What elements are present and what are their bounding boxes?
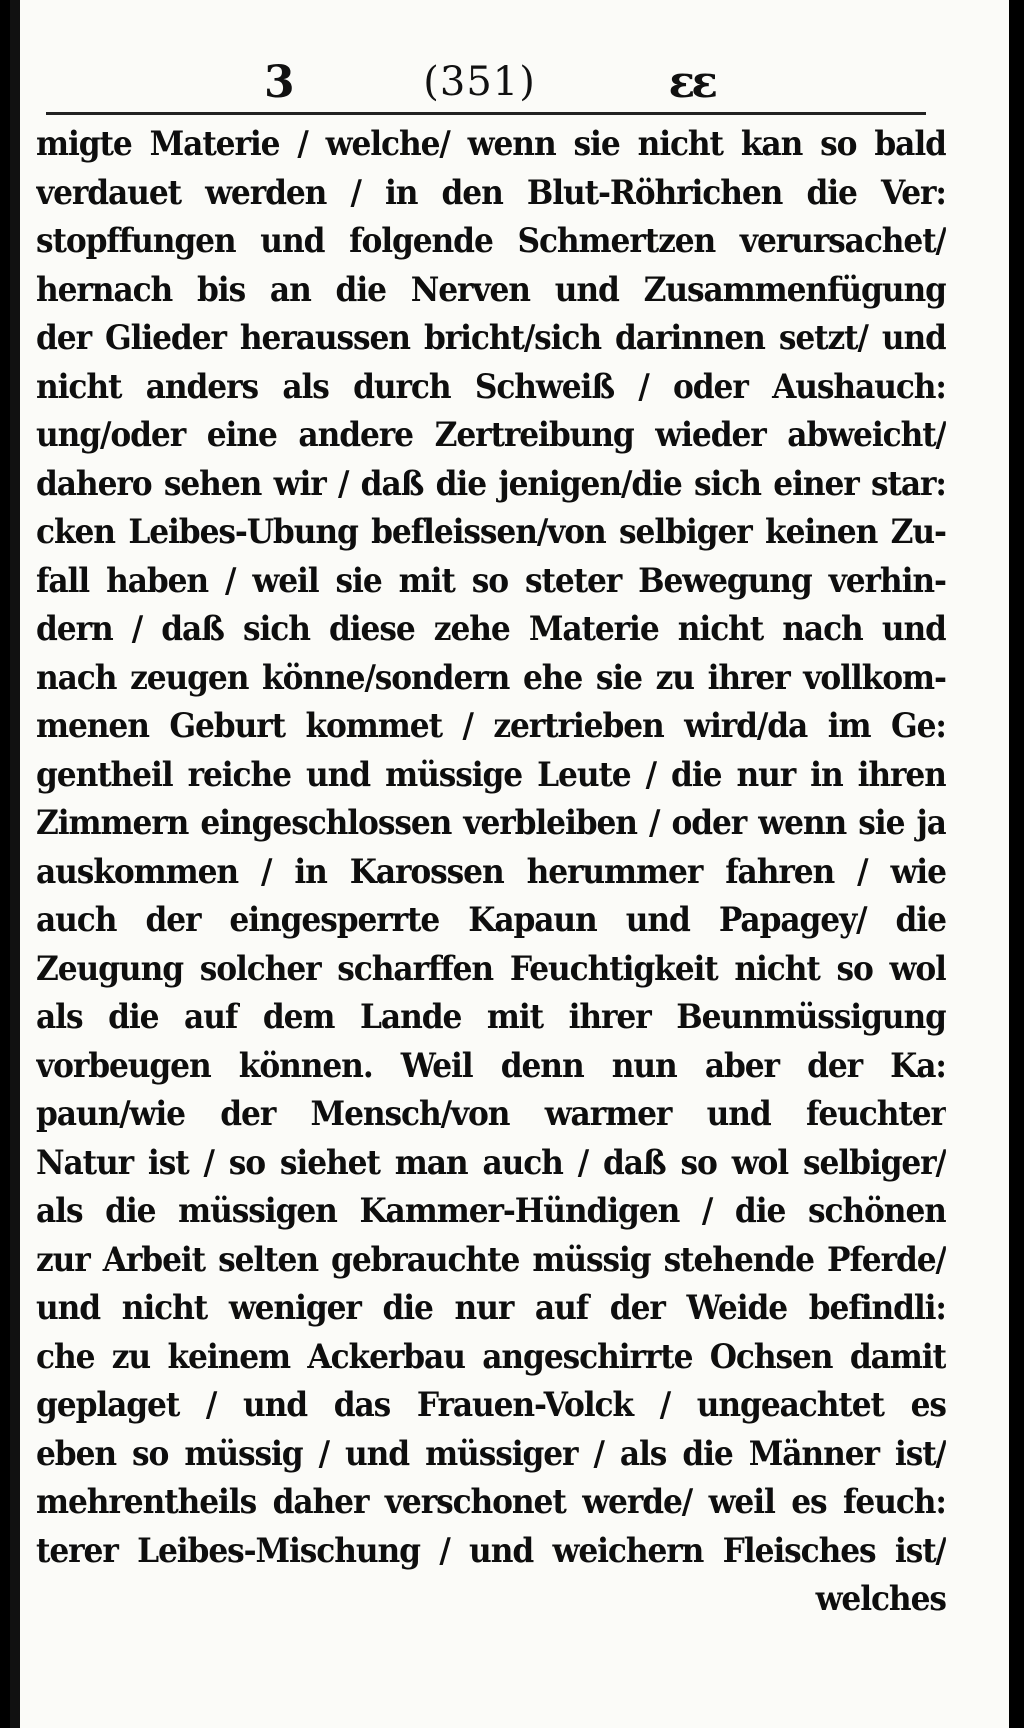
page-spine-shadow xyxy=(10,0,20,1728)
text-line: auch der eingesperrte Kapaun und Papagey/ die xyxy=(36,900,946,940)
text-line: ung/oder eine andere Zertreibung wieder abweicht/ xyxy=(36,415,946,455)
text-line: cken Leibes-Ubung befleissen/von selbiger keinen Zu- xyxy=(36,512,946,552)
text-line: stopffungen und folgende Schmertzen verursachet/ xyxy=(36,221,946,261)
text-line: fall haben / weil sie mit so steter Bewegung verhin- xyxy=(36,560,946,601)
text-line: auskommen / in Karossen herummer fahren / wie xyxy=(36,851,946,892)
text-line: gentheil reiche und müssige Leute / die nur in ihren xyxy=(36,754,946,795)
text-line: paun/wie der Mensch/von warmer und feuchter xyxy=(36,1094,946,1134)
text-line: verdauet werden / in den Blut-Röhrichen die Ver: xyxy=(36,172,946,213)
text-line: migte Materie / welche/ wenn sie nicht kan so bald xyxy=(36,124,946,164)
text-line: und nicht weniger die nur auf der Weide befindli: xyxy=(36,1288,946,1328)
text-line: vorbeugen können. Weil denn nun aber der Ka: xyxy=(36,1045,946,1086)
text-line: als die auf dem Lande mit ihrer Beunmüssigung xyxy=(36,997,946,1037)
text-line: nicht anders als durch Schweiß / oder Aushauch: xyxy=(36,366,946,407)
running-head xyxy=(264,52,714,112)
text-line: hernach bis an die Nerven und Zusammenfügung xyxy=(36,269,946,310)
text-line: terer Leibes-Mischung / und weichern Fleisches ist/ xyxy=(36,1530,946,1571)
text-line: zur Arbeit selten gebrauchte müssig stehende Pferde/ xyxy=(36,1239,946,1280)
text-line: menen Geburt kommet / zertrieben wird/da im Ge: xyxy=(36,706,946,746)
text-line: nach zeugen könne/sondern ehe sie zu ihrer vollkom- xyxy=(36,657,946,698)
text-line: dern / daß sich diese zehe Materie nicht nach und xyxy=(36,609,946,649)
body-text xyxy=(36,120,946,1624)
catchword: welches xyxy=(815,1579,946,1619)
text-line: dahero sehen wir / daß die jenigen/die sich einer star: xyxy=(36,463,946,504)
text-line: geplaget / und das Frauen-Volck / ungeachtet es xyxy=(36,1385,946,1425)
text-line: Natur ist / so siehet man auch / daß so wol selbiger/ xyxy=(36,1142,946,1183)
text-line: mehrentheils daher verschonet werde/ weil es feuch: xyxy=(36,1482,946,1522)
right-ornament: ɛɛ xyxy=(668,56,714,108)
left-ornament: 3 xyxy=(264,56,291,108)
page-edge-shadow xyxy=(1010,0,1024,1728)
text-line: Zimmern eingeschlossen verbleiben / oder wenn sie ja xyxy=(36,803,946,843)
text-line: Zeugung solcher scharffen Feuchtigkeit nicht so wol xyxy=(36,948,946,989)
page-number: (351) xyxy=(423,59,536,105)
text-line: der Glieder heraussen bricht/sich darinnen setzt/ und xyxy=(36,318,946,358)
text-line: che zu keinem Ackerbau angeschirrte Ochsen damit xyxy=(36,1336,946,1377)
text-line: eben so müssig / und müssiger / als die Männer ist/ xyxy=(36,1433,946,1474)
text-line: als die müssigen Kammer-Hündigen / die schönen xyxy=(36,1191,946,1231)
book-page xyxy=(14,0,1009,1728)
header-rule xyxy=(46,112,926,115)
